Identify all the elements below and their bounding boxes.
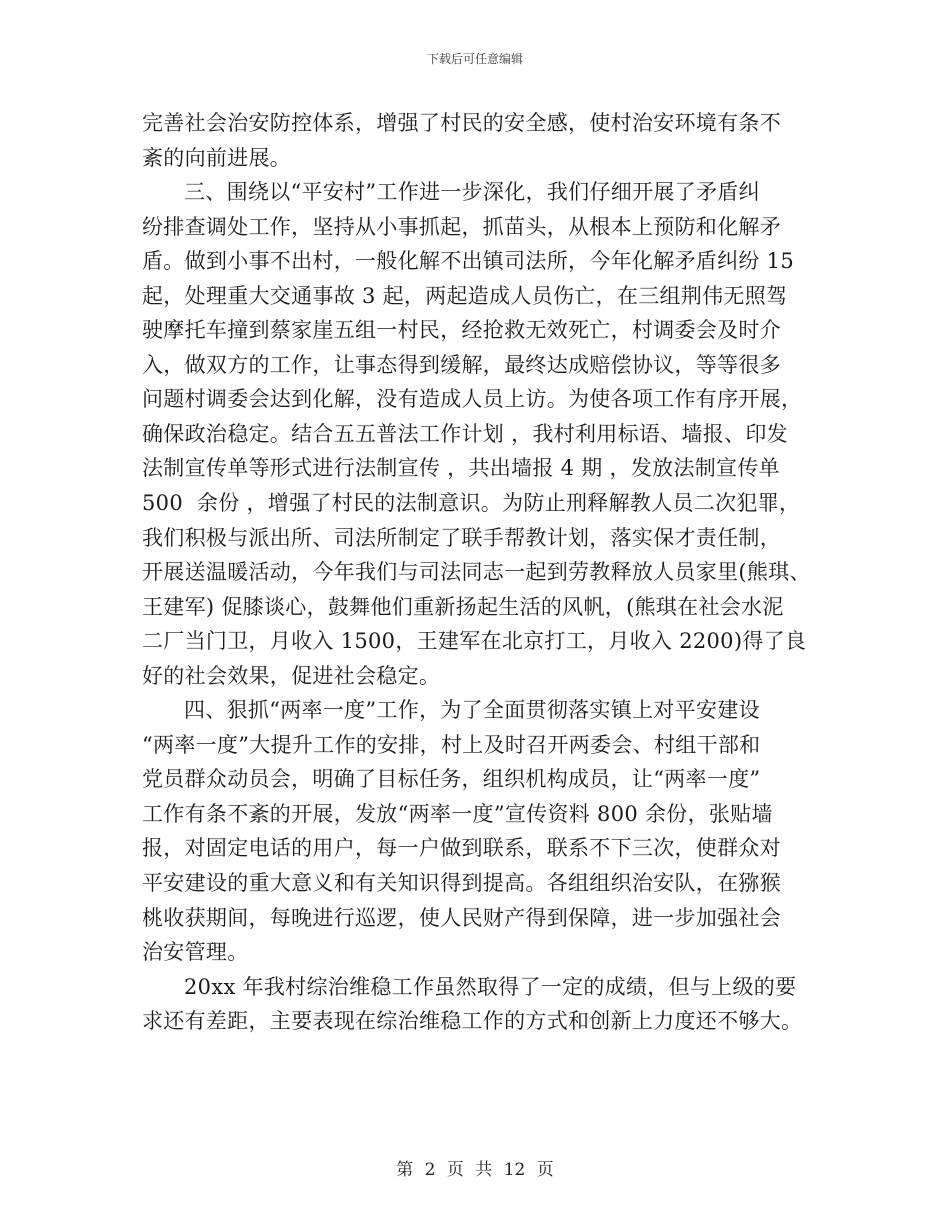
- text-line: 报，对固定电话的用户，每一户做到联系，联系不下三次，使群众对: [142, 836, 781, 861]
- text-line: 党员群众动员会，明确了目标任务，组织机构成员，让“两率一度”: [142, 767, 761, 792]
- text-line: 我们积极与派出所、司法所制定了联手帮教计划，落实保才责任制，: [142, 525, 781, 550]
- text-line: 二厂当门卫，月收入 1500，王建军在北京打工，月收入 2200)得了良: [142, 629, 807, 654]
- text-line: 盾。做到小事不出村，一般化解不出镇司法所，今年化解矛盾纠纷 15: [142, 249, 794, 274]
- text-line: 工作有条不紊的开展，发放“两率一度”宣传资料 800 余份，张贴墙: [142, 801, 773, 826]
- text-line: 平安建设的重大意义和有关知识得到提高。各组组织治安队，在猕猴: [142, 871, 781, 896]
- text-line: 法制宣传单等形式进行法制宣传 ，共出墙报 4 期 ，发放法制宣传单: [142, 456, 780, 481]
- text-line: 纷排查调处工作，坚持从小事抓起，抓苗头，从根本上预防和化解矛: [142, 214, 781, 239]
- document-body: [142, 106, 822, 1039]
- text-line: 驶摩托车撞到蔡家崖五组一村民，经抢救无效死亡，村调委会及时介: [142, 318, 781, 343]
- page-header: 下载后可任意编辑: [426, 52, 523, 66]
- text-line: 紊的向前进展。: [142, 145, 292, 170]
- text-line: 确保政治稳定。结合五五普法工作计划 ，我村利用标语、墙报、印发: [142, 421, 788, 446]
- text-line: 500 余份 ，增强了村民的法制意识。为防止刑释解教人员二次犯罪，: [142, 491, 801, 516]
- text-line: 20xx 年我村综治维稳工作虽然取得了一定的成绩，但与上级的要: [184, 974, 797, 999]
- text-line: 问题村调委会达到化解，没有造成人员上访。为使各项工作有序开展，: [142, 387, 803, 412]
- text-line: 王建军) 促膝谈心，鼓舞他们重新扬起生活的风帆，(熊琪在社会水泥: [142, 594, 784, 619]
- text-line: 治安管理。: [142, 940, 249, 965]
- text-line: 好的社会效果，促进社会稳定。: [142, 663, 441, 688]
- text-line: 求还有差距，主要表现在综治维稳工作的方式和创新上力度还不够大。: [142, 1009, 803, 1034]
- text-line: 起，处理重大交通事故 3 起，两起造成人员伤亡，在三组荆伟无照驾: [142, 283, 788, 308]
- text-line: “两率一度”大提升工作的安排，村上及时召开两委会、村组干部和: [142, 732, 761, 757]
- text-line: 三、围绕以“平安村”工作进一步深化，我们仔细开展了矛盾纠: [184, 180, 760, 205]
- page-footer: 第 2 页 共 12 页: [396, 1160, 554, 1180]
- text-line: 入，做双方的工作，让事态得到缓解，最终达成赔偿协议，等等很多: [142, 352, 781, 377]
- text-line: 桃收获期间，每晚进行巡逻，使人民财产得到保障，进一步加强社会: [142, 905, 781, 930]
- text-line: 四、狠抓“两率一度”工作，为了全面贯彻落实镇上对平安建设: [184, 698, 760, 723]
- text-line: 开展送温暖活动，今年我们与司法同志一起到劳教释放人员家里(熊琪、: [142, 560, 811, 585]
- text-line: 完善社会治安防控体系，增强了村民的安全感，使村治安环境有条不: [142, 111, 781, 135]
